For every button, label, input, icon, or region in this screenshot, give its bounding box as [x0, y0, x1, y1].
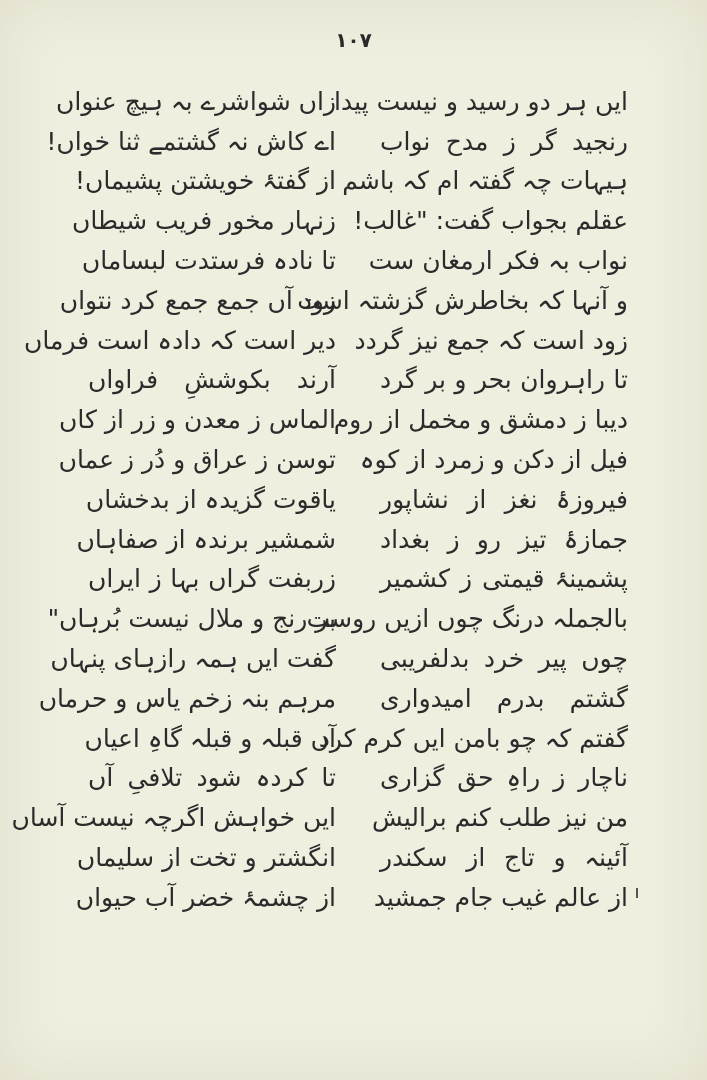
misra-right: از عالم غیب جام جمشید	[373, 882, 628, 912]
couplet	[46, 122, 628, 162]
misra-right: زود است کہ جمع نیز گردد	[354, 325, 628, 355]
couplet	[58, 440, 628, 480]
misra-right: گشتم بدرم امیدواری	[380, 683, 628, 713]
misra-right: بالجملہ درنگ چوں ازیں روست	[306, 604, 628, 634]
couplet	[56, 82, 628, 122]
misra-right: من نیز طلب کنم برالیش	[371, 803, 628, 833]
couplet	[88, 759, 628, 799]
misra-left: بر رنج و ملال نیست بُرہاں"	[47, 604, 336, 634]
misra-right: ایں ہر دو رسید و نیست پیدا	[334, 86, 628, 116]
couplet	[81, 241, 628, 281]
misra-right: و آنہا کہ بخاطرش گزشتہ است	[297, 285, 628, 315]
misra-left: آرند بکوششِ فراواں	[88, 365, 336, 395]
misra-left: آں قبلہ و قبلہ گاہِ اعیاں	[84, 723, 336, 753]
misra-right: پشمینۂ قیمتی ز کشمیر	[380, 564, 628, 594]
misra-right: رنجید گر ز مدح نواب	[380, 126, 628, 156]
misra-left: زود آں جمع جمع کرد نتواں	[59, 285, 336, 315]
misra-right: ہیہات چہ گفتہ ام کہ باشم	[342, 166, 628, 196]
misra-left: ایں خواہش اگرچہ نیست آساں	[11, 803, 336, 833]
misra-left: تا نادہ فرستدت لبساماں	[81, 246, 336, 276]
couplet	[50, 639, 628, 679]
page-number: ۱۰۷	[335, 28, 372, 52]
misra-right: جمازۂ تیز رو ز بغداد	[380, 524, 628, 554]
misra-right: فیروزۂ نغز از نشاپور	[380, 484, 628, 514]
misra-left: زاں شواشرے بہ ہیچ عنواں	[56, 86, 336, 116]
couplet	[59, 400, 628, 440]
misra-right: آئینہ و تاج از سکندر	[380, 843, 628, 873]
couplet	[76, 520, 628, 560]
misra-left: از چشمۂ خضر آب حیواں	[75, 882, 336, 912]
couplet	[76, 838, 628, 878]
misra-right: نواب بہ فکر ارمغان ست	[368, 246, 628, 276]
misra-left: الماس ز معدن و زر از کاں	[59, 405, 336, 435]
couplet	[74, 162, 628, 202]
couplet	[11, 798, 628, 838]
couplet	[84, 719, 628, 759]
misra-left: شمشیر برندہ از صفاہاں	[76, 524, 336, 554]
misra-left: توسن ز عراق و دُر ز عماں	[58, 445, 336, 475]
couplet	[59, 281, 628, 321]
verse-list	[11, 82, 628, 918]
misra-left: دیر است کہ دادہ است فرماں	[23, 325, 336, 355]
misra-right: فیل از دکن و زمرد از کوہ	[359, 445, 628, 475]
couplet	[88, 361, 628, 401]
misra-left: گفت ایں ہمہ رازہای پنہاں	[50, 644, 336, 674]
misra-right: دیبا ز دمشق و مخمل از روم	[333, 405, 628, 435]
misra-left: زربفت گراں بہا ز ایراں	[88, 564, 336, 594]
couplet	[23, 321, 628, 361]
misra-left: از گفتۂ خویشتن پشیماں!	[74, 166, 336, 196]
misra-left: مرہم بنہ زخم یاس و حرماں	[38, 683, 336, 713]
misra-right: عقلم بجواب گفت: "غالب!	[353, 206, 628, 236]
misra-left: تا کردہ شود تلافیِ آں	[88, 763, 336, 793]
misra-left: اے کاش نہ گشتمے ثنا خواں!	[46, 126, 336, 156]
misra-left: انگشتر و تخت از سلیماں	[76, 843, 336, 873]
misra-left: زنہار مخور فریب شیطاں	[72, 206, 336, 236]
margin-mark	[636, 888, 638, 898]
couplet	[72, 201, 628, 241]
misra-right: تا راہروان بحر و بر گرد	[380, 365, 628, 395]
misra-right: چوں پیر خرد بدلفریبی	[380, 644, 628, 674]
misra-left: یاقوت گزیدہ از بدخشاں	[85, 484, 336, 514]
misra-right: گفتم کہ چو بامن ایں کرم کرد	[318, 723, 628, 753]
couplet	[85, 480, 628, 520]
couplet	[88, 560, 628, 600]
couplet	[47, 599, 628, 639]
misra-right: ناچار ز راہِ حق گزاری	[380, 763, 628, 793]
couplet	[75, 878, 628, 918]
couplet	[38, 679, 628, 719]
